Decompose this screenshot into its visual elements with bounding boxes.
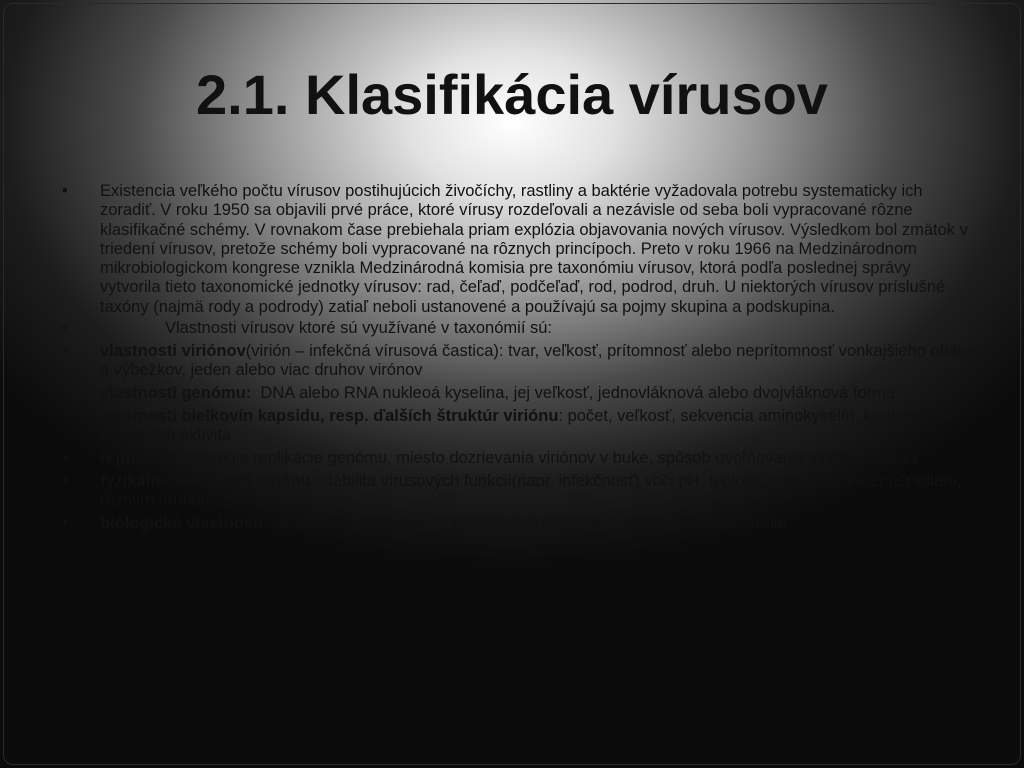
lead-text: Vlastnosti vírusov ktoré sú využívané v taxonómií sú: — [165, 319, 553, 338]
item-description: : počet, veľkosť, sekvencia aminokyselín, konformácia, enzýmová aktivita — [100, 406, 959, 445]
bullet-icon: • — [62, 182, 68, 200]
item-term: fyzikálne vlastnosti viriónu — [100, 471, 311, 490]
bullet-icon: • — [62, 448, 68, 467]
bullet-list — [62, 182, 974, 537]
intro-text: Existencia veľkého počtu vírusov postihujúcich živočíchy, rastliny a baktérie vyžadovala potrebu systematicky ich zoradiť. V roku 1950 sa objavili prvé práce, ktoré vírusy rozdeľovali a nezávisle od seba boli vypracované rôzne klasifikačné schémy. V rovnakom čase prebiehala priam explózia objavovania nových vírusov. Výsledkom bol zmätok v triedení vírusov, pretože schémy boli vypracované na rôznych princípoch. Preto v roku 1966 na Medzinárodnom mikrobiologickom kongrese vznikla Medzinárodná komisia pre taxonómiu vírusov, ktorá podľa poslednej správy vytvorila tieto taxonomické jednotky vírusov: rad, čeľaď, podčeľaď, rod, podrod, druh. U niektorých vírusov príslušné taxóny (najmä rody a podrody) zatiaľ neboli ustanovené a používajú sa pojmy skupina a podskupina. — [100, 182, 968, 316]
item-term: replikácia — [100, 448, 177, 467]
list-item — [62, 514, 974, 533]
list-item-lead — [62, 319, 974, 338]
bullet-icon: • — [62, 383, 68, 402]
list-item — [62, 449, 974, 468]
item-description: DNA alebo RNA nukleoá kyselina, jej veľkosť, jednovláknová alebo dvojvláknová forma — [251, 383, 896, 402]
list-item-intro — [62, 182, 974, 317]
bullet-icon: • — [62, 319, 68, 338]
bullet-icon: • — [62, 471, 68, 490]
slide-title: 2.1. Klasifikácia vírusov — [196, 63, 828, 126]
bullet-icon: • — [62, 406, 68, 425]
item-term: vlastnosti viriónov — [100, 341, 246, 360]
item-term: biologické vlastnosti — [100, 513, 264, 532]
item-description: : stratégia replikácie genómu, miesto dozrievania viriónov v buke, spôsob uvoľňovania viriónu z bunky — [176, 448, 920, 467]
bullet-icon: • — [62, 341, 68, 360]
list-item — [62, 407, 974, 446]
list-item — [62, 342, 974, 381]
item-description: : okruh hostiteľov, prenos prenášačmi (vektormi), geografické rozšírenie — [263, 513, 787, 532]
item-term: vlastnosti bielkovín kapsidu, resp. ďalších štruktúr viriónu — [100, 406, 559, 425]
item-description: (virión – infekčná vírusová častica): tvar, veľkosť, prítomnosť alebo neprítomnosť vonkajšieho obalu a výbežkov, jeden alebo viac druhov virónov — [100, 341, 971, 380]
item-description: : stabilita vírusových funkcií(napr. infekčnosť) voči pH, teplote, organickým rozpúšťadlám, rôznym druhom žiarenia — [100, 471, 962, 509]
bullet-icon: • — [62, 513, 68, 532]
list-item — [62, 384, 974, 403]
list-item — [62, 472, 974, 511]
item-term: vlastnosti genómu: — [100, 383, 252, 402]
